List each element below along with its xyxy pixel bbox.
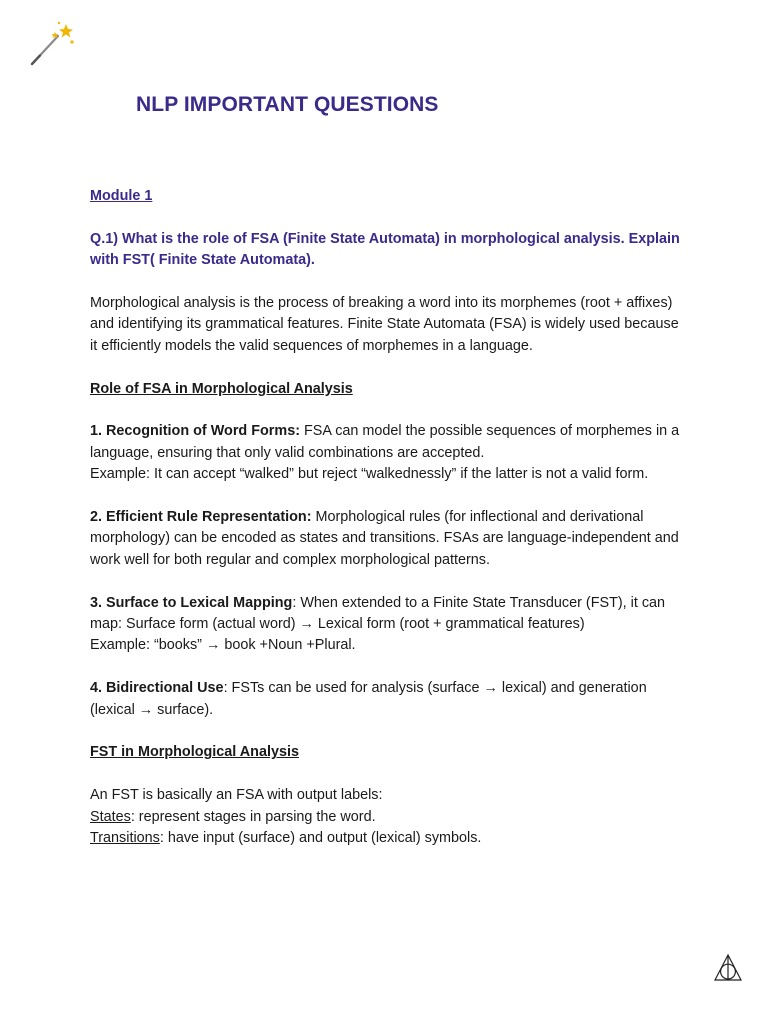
point-3 [90,593,682,657]
fst-intro: An FST is basically an FSA with output labels: [90,787,383,804]
point-3-example: Example: “books” → book +Noun +Plural. [90,637,356,654]
point-2-head: 2. Efficient Rule Representation: [90,509,312,526]
point-4-body: : FSTs can be used for analysis (surface → lexical) and generation (lexical → surface). [90,680,647,718]
point-1-body: FSA can model the possible sequences of morphemes in a language, ensuring that only valid combinations are accepted. [90,423,680,461]
point-2-body: Morphological rules (for inflectional and derivational morphology) can be encoded as states and transitions. FSAs are language-independent and work well for both regular and complex morphological patterns. [90,509,679,568]
question-heading: Q.1) What is the role of FSA (Finite State Automata) in morphological analysis. Explain with FST( Finite State Automata). [90,230,680,269]
role-section-heading [90,379,682,400]
module-heading [90,186,682,207]
fst-description [90,785,682,849]
fst-item-states [90,807,682,828]
point-1-example: Example: It can accept “walked” but reject “walkednessly” if the latter is not a valid form. [90,466,649,483]
page-title: NLP IMPORTANT QUESTIONS [136,93,439,116]
intro-paragraph: Morphological analysis is the process of breaking a word into its morphemes (root + affixes) and identifying its grammatical features. Finite State Automata (FSA) is widely used because it efficiently models the valid sequences of morphemes in a language. [90,295,679,354]
point-1 [90,421,682,485]
fst-item-transitions-term: Transitions [90,830,160,847]
fst-heading-text: FST in Morphological Analysis [90,744,299,761]
fst-item-states-desc: : represent stages in parsing the word. [130,808,376,825]
magic-wand-icon [28,18,76,68]
point-1-head: 1. Recognition of Word Forms: [90,423,300,440]
point-4 [90,678,682,721]
fst-section-heading [90,742,682,763]
document-body [90,186,682,871]
point-4-head: 4. Bidirectional Use [90,680,224,697]
point-3-head: 3. Surface to Lexical Mapping [90,594,293,611]
fst-item-transitions [90,828,682,849]
deathly-hallows-icon [713,953,743,983]
fst-item-transitions-desc: : have input (surface) and output (lexical) symbols. [159,830,482,847]
role-heading-text: Role of FSA in Morphological Analysis [90,380,353,397]
point-2 [90,507,682,571]
fst-item-states-term: States [90,808,131,825]
module-label: Module 1 [90,188,153,204]
point-3-body: : When extended to a Finite State Transducer (FST), it can map: Surface form (actual word) → Lexical form (root + grammatical features) [90,594,666,633]
